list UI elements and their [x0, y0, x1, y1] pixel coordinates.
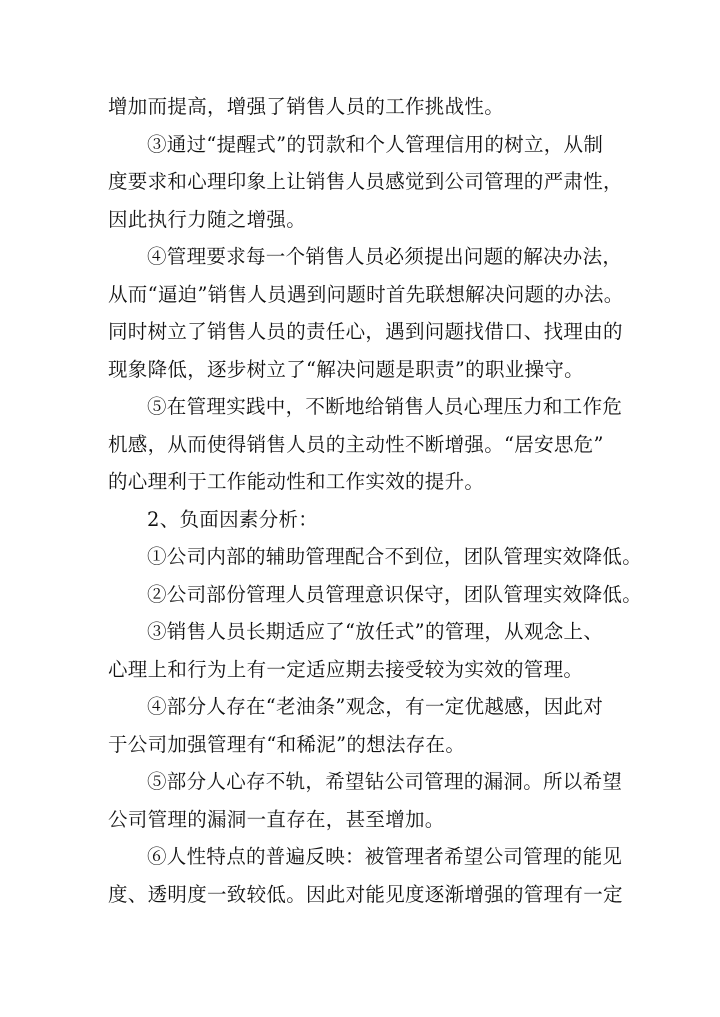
text-line: 从而“逼迫”销售人员遇到问题时首先联想解决问题的办法。: [108, 282, 624, 306]
text-line: 现象降低，逐步树立了“解决问题是职责”的职业操守。: [108, 357, 584, 381]
text-line: 度、透明度一致较低。因此对能见度逐渐增强的管理有一定: [108, 882, 623, 906]
text-line: 度要求和心理印象上让销售人员感觉到公司管理的严肃性，: [108, 170, 623, 193]
text-line: ③销售人员长期适应了“放任式”的管理，从观念上、: [147, 620, 604, 643]
text-line: ③通过“提醒式”的罚款和个人管理信用的树立，从制: [147, 132, 604, 156]
text-line: 因此执行力随之增强。: [108, 207, 307, 231]
text-line: 机感，从而使得销售人员的主动性不断增强。“居安思危”: [108, 432, 604, 456]
text-line: 公司管理的漏洞一直存在，甚至增加。: [108, 807, 445, 831]
text-line: ⑥人性特点的普遍反映：被管理者希望公司管理的能见: [147, 845, 623, 868]
text-line: 于公司加强管理有“和稀泥”的想法存在。: [108, 732, 466, 756]
text-line: ②公司部份管理人员管理意识保守，团队管理实效降低。: [147, 582, 643, 606]
section-heading: 2、负面因素分析：: [147, 507, 319, 531]
text-line: ①公司内部的辅助管理配合不到位，团队管理实效降低。: [147, 545, 643, 568]
text-line: 增加而提高，增强了销售人员的工作挑战性。: [108, 95, 505, 118]
text-line: 的心理利于工作能动性和工作实效的提升。: [108, 470, 485, 493]
document-body: [108, 88, 643, 913]
text-line: ⑤在管理实践中，不断地给销售人员心理压力和工作危: [147, 395, 623, 418]
text-line: 心理上和行为上有一定适应期去接受较为实效的管理。: [108, 657, 584, 681]
text-line: 同时树立了销售人员的责任心，遇到问题找借口、找理由的: [108, 320, 623, 343]
text-line: ④管理要求每一个销售人员必须提出问题的解决办法，: [147, 245, 623, 268]
text-line: ⑤部分人心存不轨，希望钻公司管理的漏洞。所以希望: [147, 770, 623, 793]
text-line: ④部分人存在“老油条”观念，有一定优越感，因此对: [147, 695, 604, 718]
